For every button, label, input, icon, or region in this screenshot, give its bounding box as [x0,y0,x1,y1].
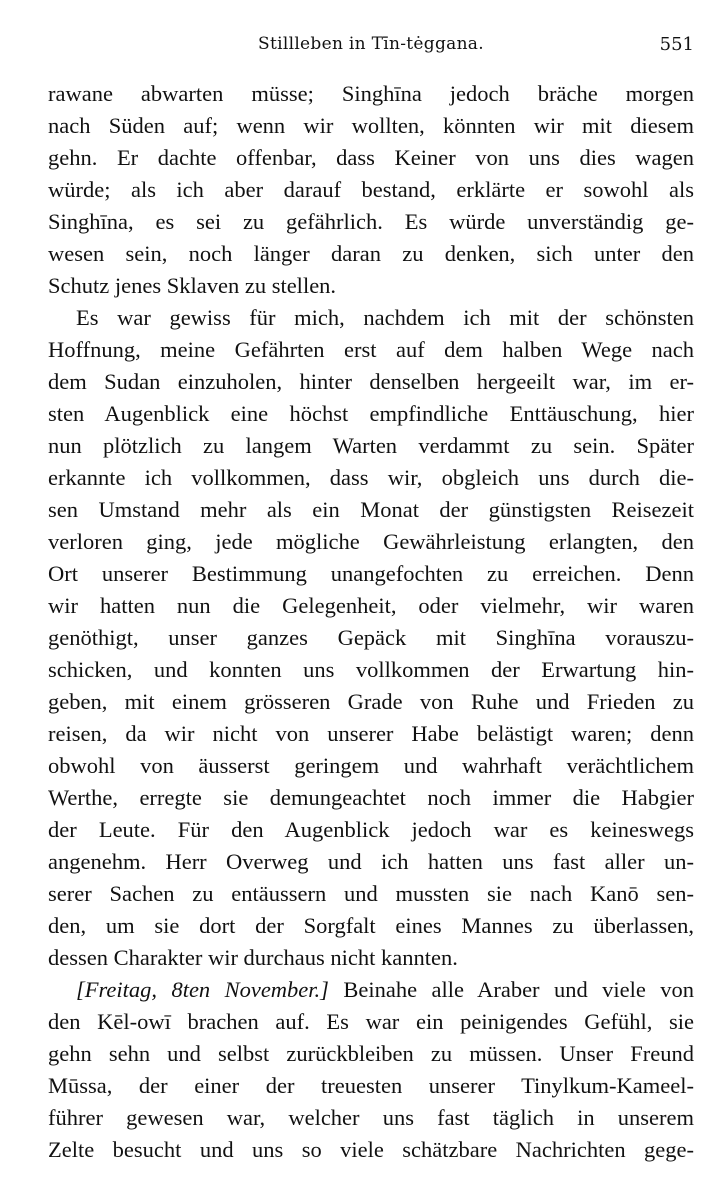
text-line: rawane abwarten müsse; Singhīna jedoch bräche morgen [48,81,694,106]
text-line: geben, mit einem grösseren Grade von Ruhe und Frieden zu [48,689,694,714]
text-line: führer gewesen war, welcher uns fast täglich in unserem [48,1105,694,1130]
text-line: obwohl von äusserst geringem und wahrhaft verächtlichem [48,753,694,778]
text-line: serer Sachen zu entäussern und mussten sie nach Kanō sen- [48,881,694,906]
text-line: dem Sudan einzuholen, hinter denselben hergeeilt war, im er- [48,369,694,394]
text-line: wesen sein, noch länger daran zu denken, sich unter den [48,241,694,266]
text-line: nun plötzlich zu langem Warten verdammt zu sein. Später [48,433,694,458]
text-line: genöthigt, unser ganzes Gepäck mit Singhīna vorauszu- [48,625,694,650]
text-line: den, um sie dort der Sorgfalt eines Mannes zu überlassen, [48,913,694,938]
text-line: Werthe, erregte sie demungeachtet noch immer die Habgier [48,785,694,810]
running-head [48,34,694,64]
text-line: Mūssa, der einer der treuesten unserer Tinylkum-Kameel- [48,1073,694,1098]
text-line-dated [48,974,694,1006]
text-line: erkannte ich vollkommen, dass wir, obgleich uns durch die- [48,465,694,490]
text-line: Es war gewiss für mich, nachdem ich mit der schönsten [76,305,694,330]
text-line: wir hatten nun die Gelegenheit, oder vielmehr, wir waren [48,593,694,618]
text-line: nach Süden auf; wenn wir wollten, könnten wir mit diesem [48,113,694,138]
text-line: dessen Charakter wir durchaus nicht kannten. [48,945,458,970]
date-note: [Freitag, 8ten November.] [76,977,329,1002]
text-line: Singhīna, es sei zu gefährlich. Es würde unverständig ge- [48,209,694,234]
text-line: sen Umstand mehr als ein Monat der günstigsten Reisezeit [48,497,694,522]
text-line: Schutz jenes Sklaven zu stellen. [48,273,337,298]
text-line: sten Augenblick eine höchst empfindliche Enttäuschung, hier [48,401,694,426]
text-line: Ort unserer Bestimmung unangefochten zu erreichen. Denn [48,561,694,586]
text-line: verloren ging, jede mögliche Gewährleistung erlangten, den [48,529,694,554]
running-title: Stillleben in Tīn-tėggana. [258,34,484,54]
text-line: den Kēl-owī brachen auf. Es war ein peinigendes Gefühl, sie [48,1009,694,1034]
text-line: gehn. Er dachte offenbar, dass Keiner von uns dies wagen [48,145,694,170]
text-line: reisen, da wir nicht von unserer Habe belästigt waren; denn [48,721,694,746]
text-line: Zelte besucht und uns so viele schätzbare Nachrichten gege- [48,1137,694,1162]
text-line-rest: Beinahe alle Araber und viele von [328,977,694,1002]
page-number: 551 [659,34,694,55]
text-line: angenehm. Herr Overweg und ich hatten uns fast aller un- [48,849,694,874]
text-line: Hoffnung, meine Gefährten erst auf dem halben Wege nach [48,337,694,362]
text-line: der Leute. Für den Augenblick jedoch war es keineswegs [48,817,694,842]
text-line: gehn sehn und selbst zurückbleiben zu müssen. Unser Freund [48,1041,694,1066]
body-text [48,78,694,1166]
text-line: würde; als ich aber darauf bestand, erklärte er sowohl als [48,177,694,202]
text-line: schicken, und konnten uns vollkommen der Erwartung hin- [48,657,694,682]
